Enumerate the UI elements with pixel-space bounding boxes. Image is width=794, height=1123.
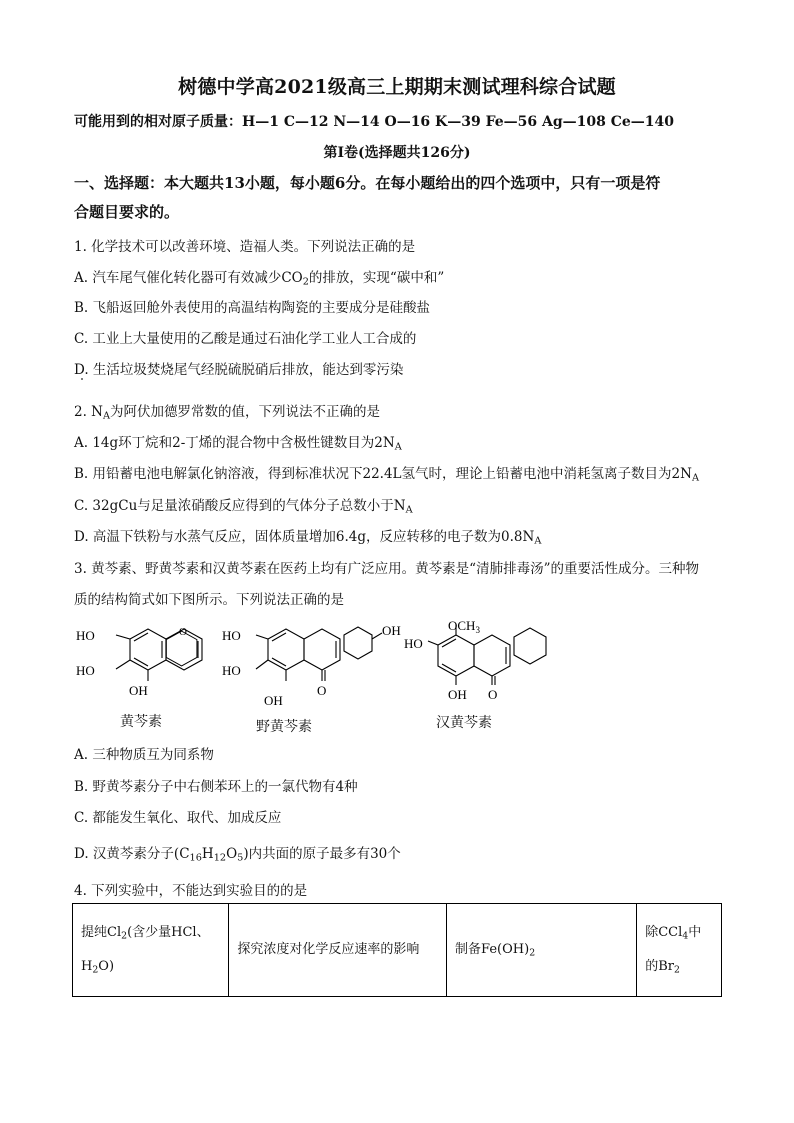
table-cell-prepare-feoh2: 制备$Fe(OH)_2$ [447, 904, 637, 997]
wogonin-structure [404, 617, 554, 709]
q4-stem: 4. 下列实验中，不能达到实验目的的是 [74, 883, 308, 899]
section-heading-line1: 一、选择题：本大题共13小题，每小题6分。在每小题给出的四个选项中，只有一项是符 [74, 174, 661, 192]
struct1-ho-mid: HO [76, 663, 95, 678]
struct3-carbonyl-o: O [488, 687, 498, 702]
q1-option-b: B. 飞船返回舱外表使用的高温结构陶瓷的主要成分是硅酸盐 [74, 300, 431, 316]
struct1-ho-top: HO [76, 628, 95, 643]
page-title: 树德中学高2021级高三上期期末测试理科综合试题 [178, 76, 616, 98]
scutellarein-structure [222, 617, 404, 709]
struct1-ring-o: O [179, 626, 187, 638]
stray-dot [81, 378, 83, 380]
q3-option-b: B. 野黄芩素分子中右侧苯环上的一氯代物有4种 [74, 779, 358, 795]
q3-option-c: C. 都能发生氧化、取代、加成反应 [74, 810, 282, 826]
q1-option-d: D. 生活垃圾焚烧尾气经脱硫脱硝后排放，能达到零污染 [74, 362, 404, 378]
struct2-name: 野黄芩素 [256, 719, 312, 735]
q2-option-c: C. 32gCu与足量浓硝酸反应得到的气体分子总数小于$N_A$ [74, 498, 413, 516]
q1-stem: 1. 化学技术可以改善环境、造福人类。下列说法正确的是 [74, 239, 416, 255]
struct3-oh-bottom: OH [448, 687, 467, 702]
struct3-ho-left: HO [404, 636, 423, 651]
q2-stem: 2. $N_A$为阿伏加德罗常数的值，下列说法不正确的是 [74, 404, 381, 422]
section-heading-line2: 合题目要求的。 [74, 203, 180, 221]
volume-title: 第I卷(选择题共126分) [323, 145, 471, 161]
table-cell-purify-cl2: 提纯$Cl_2$(含少量HCl、 $H_2O$) [73, 904, 229, 997]
q2-option-b: B. 用铅蓄电池电解氯化钠溶液，得到标准状况下22.4L氢气时，理论上铅蓄电池中消耗氢离子数目为$2N_A$ [74, 466, 699, 484]
struct1-oh-bottom: OH [129, 683, 148, 698]
struct1-name: 黄芩素 [120, 714, 162, 730]
q3-stem-line2: 质的结构简式如下图所示。下列说法正确的是 [74, 592, 344, 608]
struct2-oh-right: OH [382, 623, 401, 638]
struct2-ho-top: HO [222, 628, 241, 643]
q3-stem-line1: 3. 黄芩素、野黄芩素和汉黄芩素在医药上均有广泛应用。黄芩素是“清肺排毒汤”的重要活性成分。三种物 [74, 561, 699, 577]
q1-option-a: A. 汽车尾气催化转化器可有效减少$CO_2$的排放，实现“碳中和” [74, 270, 445, 288]
q2-option-d: D. 高温下铁粉与水蒸气反应，固体质量增加6.4g，反应转移的电子数为$0.8N_A$ [74, 529, 542, 547]
atomic-masses: 可能用到的相对原子质量：H—1 C—12 N—14 O—16 K—39 Fe—56 Ag—108 Ce—140 [74, 114, 675, 130]
struct2-oh-bottom: OH [264, 693, 283, 708]
q1-option-c: C. 工业上大量使用的乙酸是通过石油化学工业人工合成的 [74, 331, 417, 347]
q3-option-d: D. 汉黄芩素分子$(C_{16}H_{12}O_5)$内共面的原子最多有30个 [74, 846, 401, 864]
struct2-carbonyl-o: O [317, 683, 327, 698]
q2-option-a: A. 14g环丁烷和2-丁烯的混合物中含极性键数目为$2N_A$ [74, 435, 402, 453]
table-cell-rate-experiment: 探究浓度对化学反应速率的影响 [229, 904, 447, 997]
q3-option-a: A. 三种物质互为同系物 [74, 747, 214, 763]
table-row [73, 904, 722, 997]
struct2-ho-mid: HO [222, 663, 241, 678]
struct3-name: 汉黄芩素 [436, 715, 492, 731]
experiment-table [72, 903, 722, 997]
struct3-och3: $OCH_3$ [448, 618, 480, 635]
table-cell-remove-br2: 除CCl$_4$中 的$Br_2$ [637, 904, 722, 997]
baicalein-structure [74, 617, 224, 709]
